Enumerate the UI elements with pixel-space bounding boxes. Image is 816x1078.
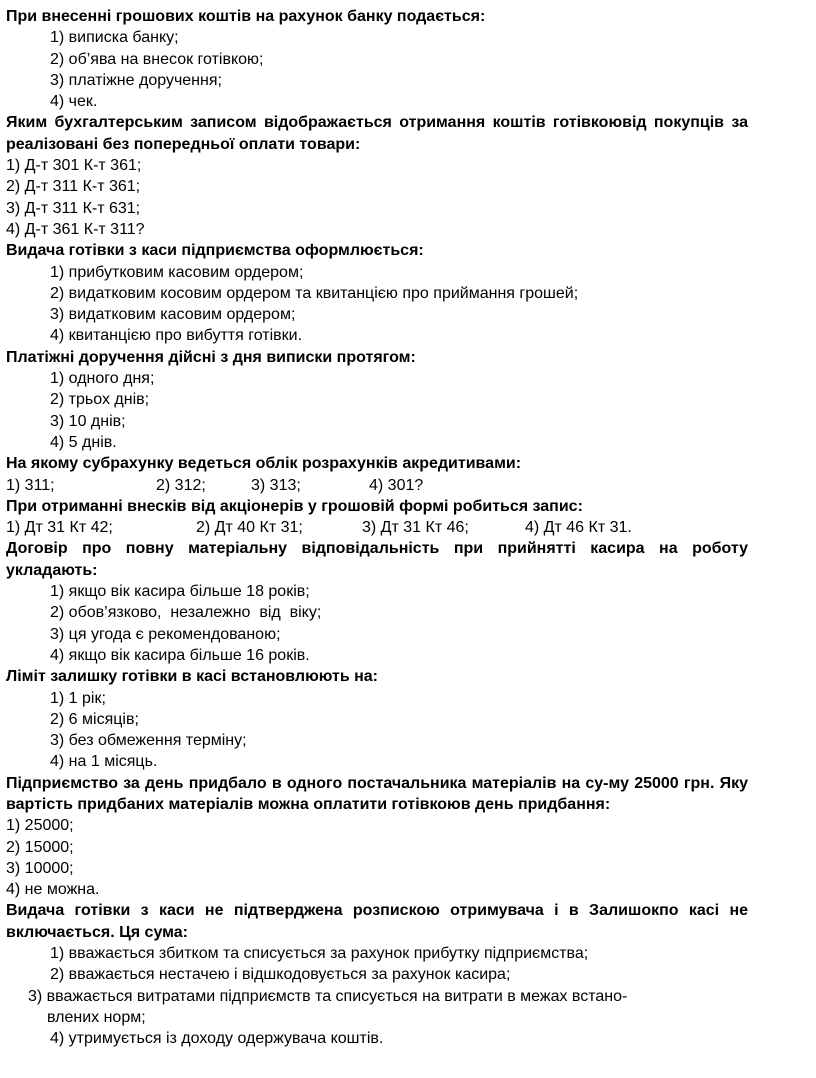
option-row-5: [6, 475, 748, 496]
option-9-2: 2) 15000;: [6, 838, 74, 856]
option-4-3: 3) 10 днів;: [50, 412, 126, 430]
question-2: Яким бухгалтерським записом відображається отримання коштів готівкоювід покупців за реалізовані без попередньої оплати товари:: [6, 114, 748, 153]
option-7-4: 4) якщо вік касира більше 16 років.: [50, 646, 310, 664]
question-4: Платіжні доручення дійсні з дня виписки протягом:: [6, 348, 416, 366]
option-2-1: 1) Д-т 301 К-т 361;: [6, 157, 142, 175]
question-1: При внесенні грошових коштів на рахунок банку подається:: [6, 8, 486, 25]
option-6-1: 1) Дт 31 Кт 42;: [6, 519, 113, 537]
option-10-2: 2) вважається нестачею і відшкодовується за рахунок касира;: [50, 966, 511, 984]
option-3-4: 4) квитанцією про вибуття готівки.: [50, 327, 303, 345]
option-5-2: 2) 312;: [156, 476, 206, 494]
question-5: На якому субрахунку ведеться облік розрахунків акредитивами:: [6, 455, 522, 473]
option-10-3: 3) вважається витратами підприємств та списується на витрати в межах встано-: [28, 987, 628, 1005]
option-9-3: 3) 10000;: [6, 859, 74, 877]
option-2-2: 2) Д-т 311 К-т 361;: [6, 178, 141, 196]
question-7: Договір про повну матеріальну відповідальність при прийнятті касира на роботу укладають:: [6, 540, 748, 579]
option-1-1: 1) виписка банку;: [50, 29, 179, 47]
option-row-6: [6, 517, 748, 538]
option-7-2: 2) обов’язково, незалежно від віку;: [50, 604, 322, 622]
option-5-1: 1) 311;: [6, 476, 55, 494]
option-7-1: 1) якщо вік касира більше 18 років;: [50, 583, 310, 601]
option-1-2: 2) об’ява на внесок готівкою;: [50, 50, 264, 68]
option-9-1: 1) 25000;: [6, 817, 74, 835]
option-8-4: 4) на 1 місяць.: [50, 753, 158, 771]
option-4-1: 1) одного дня;: [50, 370, 155, 388]
option-2-3: 3) Д-т 311 К-т 631;: [6, 199, 141, 217]
option-10-4: 4) утримується із доходу одержувача коштів.: [50, 1030, 384, 1048]
option-7-3: 3) ця угода є рекомендованою;: [50, 625, 281, 643]
question-9: Підприємство за день придбало в одного постачальника матеріалів на су-му 25000 грн. Яку вартість придбаних матеріалів можна оплатити готівкоюв день придбання:: [6, 774, 748, 813]
option-9-4: 4) не можна.: [6, 881, 100, 899]
option-6-4: 4) Дт 46 Кт 31.: [525, 519, 632, 537]
question-3: Видача готівки з каси підприємства оформлюється:: [6, 242, 424, 260]
option-10-1: 1) вважається збитком та списується за рахунок прибутку підприємства;: [50, 945, 589, 963]
option-3-1: 1) прибутковим касовим ордером;: [50, 263, 304, 281]
option-4-2: 2) трьох днів;: [50, 391, 150, 409]
option-5-3: 3) 313;: [251, 476, 301, 494]
option-2-4: 4) Д-т 361 К-т 311?: [6, 220, 145, 238]
option-8-3: 3) без обмеження терміну;: [50, 732, 247, 750]
option-6-2: 2) Дт 40 Кт 31;: [196, 519, 303, 537]
question-10: Видача готівки з каси не підтверджена розпискою отримувача і в Залишокпо касі не включається. Ця сума:: [6, 902, 748, 941]
option-5-4: 4) 301?: [369, 476, 424, 494]
option-1-3: 3) платіжне доручення;: [50, 71, 222, 89]
option-1-4: 4) чек.: [50, 93, 98, 111]
option-4-4: 4) 5 днів.: [50, 433, 117, 451]
option-8-1: 1) 1 рік;: [50, 689, 106, 707]
option-10-3-continued: влених норм;: [47, 1008, 146, 1026]
option-6-3: 3) Дт 31 Кт 46;: [362, 519, 469, 537]
option-3-2: 2) видатковим косовим ордером та квитанцією про приймання грошей;: [50, 284, 579, 302]
question-8: Ліміт залишку готівки в касі встановлюють на:: [6, 668, 379, 686]
option-3-3: 3) видатковим касовим ордером;: [50, 306, 296, 324]
question-6: При отриманні внесків від акціонерів у грошовій формі робиться запис:: [6, 497, 583, 515]
option-8-2: 2) 6 місяців;: [50, 710, 139, 728]
